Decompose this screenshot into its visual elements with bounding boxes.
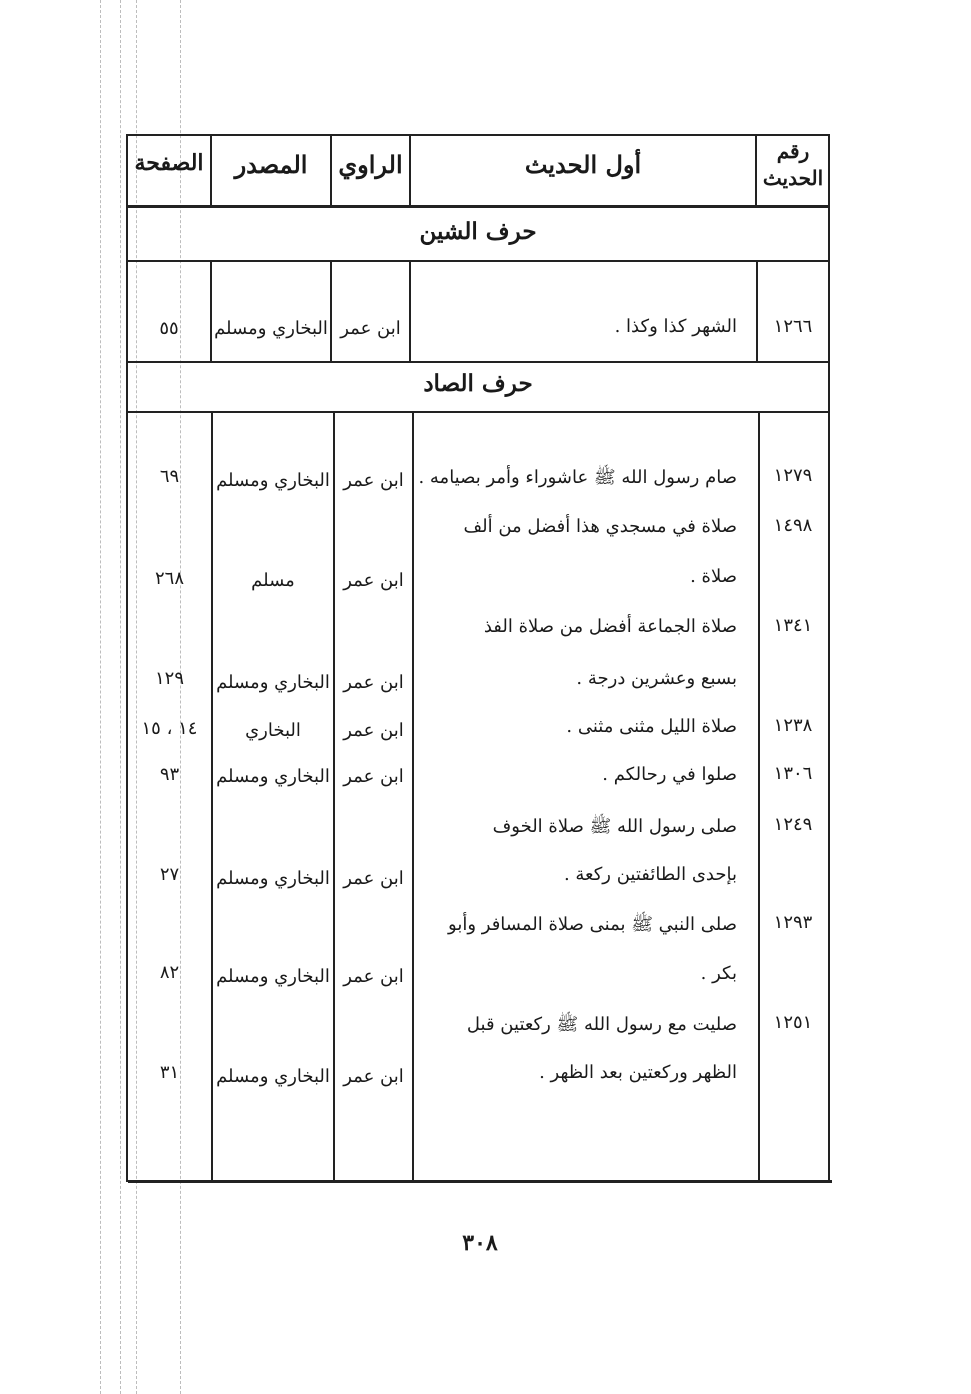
narrator: ابن عمر xyxy=(343,720,404,741)
narrator: ابن عمر xyxy=(340,318,401,339)
hadith-number: ١٢٩٣ xyxy=(773,912,813,933)
section-shin-bottom xyxy=(126,260,830,262)
col-divider xyxy=(210,261,212,361)
hadith-text-line: الظهر وركعتين بعد الظهر . xyxy=(539,1062,737,1083)
header-hadith-start: أول الحديث xyxy=(524,150,642,179)
col-divider xyxy=(756,261,758,361)
hadith-text-line: صلاة في مسجدي هذا أفضل من ألف xyxy=(463,516,737,537)
hadith-text: صام رسول الله ﷺ عاشوراء وأمر بصيامه . xyxy=(418,467,737,488)
hadith-text-line: صلاة . xyxy=(690,566,737,587)
page-number: ٣٠٨ xyxy=(462,1230,498,1256)
scan-artifact xyxy=(180,0,181,1394)
source: البخاري ومسلم xyxy=(216,672,330,693)
source: البخاري ومسلم xyxy=(216,470,330,491)
source: مسلم xyxy=(251,570,295,591)
hadith-number: ١٣٠٦ xyxy=(773,763,813,784)
hadith-text-line: صلاة الجماعة أفضل من صلاة الفذ xyxy=(483,616,737,637)
hadith-text: صلوا في رحالكم . xyxy=(602,764,737,785)
narrator: ابن عمر xyxy=(343,672,404,693)
narrator: ابن عمر xyxy=(343,868,404,889)
narrator: ابن عمر xyxy=(343,966,404,987)
source: البخاري ومسلم xyxy=(216,1066,330,1087)
col-divider xyxy=(412,412,414,1182)
hadith-number: ١٢٤٩ xyxy=(773,814,813,835)
hadith-number: ١٣٤١ xyxy=(773,615,813,636)
hadith-text-line: صلى رسول الله ﷺ صلاة الخوف xyxy=(492,816,737,837)
header-source: المصدر xyxy=(234,150,308,179)
table-top-border xyxy=(126,134,830,136)
page-ref: ٣١ xyxy=(159,1062,180,1083)
hadith-text-line: بإحدى الطائفتين ركعة . xyxy=(563,864,737,885)
hadith-text: صلاة الليل مثنى مثنى . xyxy=(566,716,737,737)
table-right-border xyxy=(828,134,830,1182)
col-divider xyxy=(330,261,332,361)
source: البخاري xyxy=(245,720,301,741)
section-sad-bottom xyxy=(126,411,830,413)
hadith-text-line: بسبع وعشرين درجة . xyxy=(576,668,737,689)
hadith-text-line: صليت مع رسول الله ﷺ ركعتين قبل xyxy=(466,1014,737,1035)
page-ref: ٦٩ xyxy=(159,466,180,487)
header-bottom-border xyxy=(126,205,830,208)
source: البخاري ومسلم xyxy=(216,766,330,787)
page-ref: ١٤ ، ١٥ xyxy=(141,718,198,739)
source: البخاري ومسلم xyxy=(216,966,330,987)
hadith-number: ١٢٦٦ xyxy=(773,316,813,337)
hadith-text: الشهر كذا وكذا . xyxy=(614,316,737,337)
section-sad-top xyxy=(126,361,830,363)
hadith-text-line: بكر . xyxy=(700,963,737,984)
page-ref: ٩٣ xyxy=(159,764,180,785)
page-ref: ٥٥ xyxy=(159,318,179,339)
hadith-number: ١٢٥١ xyxy=(773,1012,813,1033)
col-divider xyxy=(409,261,411,361)
page-ref: ٢٦٨ xyxy=(154,568,184,589)
table-bottom-border xyxy=(128,1180,832,1183)
header-narrator: الراوي xyxy=(338,150,403,179)
hadith-number: ١٢٧٩ xyxy=(773,465,813,486)
hadith-text-line: صلى النبي ﷺ بمنى صلاة المسافر وأبو xyxy=(448,914,737,935)
source: البخاري ومسلم xyxy=(216,868,330,889)
source: البخاري ومسلم xyxy=(214,318,328,339)
hadith-number: ١٤٩٨ xyxy=(773,515,813,536)
narrator: ابن عمر xyxy=(343,570,404,591)
scan-artifact xyxy=(100,0,101,1394)
hadith-number: ١٢٣٨ xyxy=(773,715,813,736)
page-ref: ١٢٩ xyxy=(154,668,184,689)
scan-artifact xyxy=(136,0,137,1394)
narrator: ابن عمر xyxy=(343,766,404,787)
page-ref: ٢٧ xyxy=(159,864,180,885)
narrator: ابن عمر xyxy=(343,470,404,491)
page-ref: ٨٢ xyxy=(159,962,180,983)
table-left-border xyxy=(126,134,128,1182)
header-page: الصفحة xyxy=(134,150,204,176)
narrator: ابن عمر xyxy=(343,1066,404,1087)
header-hadith-number: رقم الحديث xyxy=(762,139,824,190)
section-title-sad: حرف الصاد xyxy=(423,370,533,397)
section-title-shin: حرف الشين xyxy=(419,218,537,245)
scan-artifact xyxy=(120,0,121,1394)
